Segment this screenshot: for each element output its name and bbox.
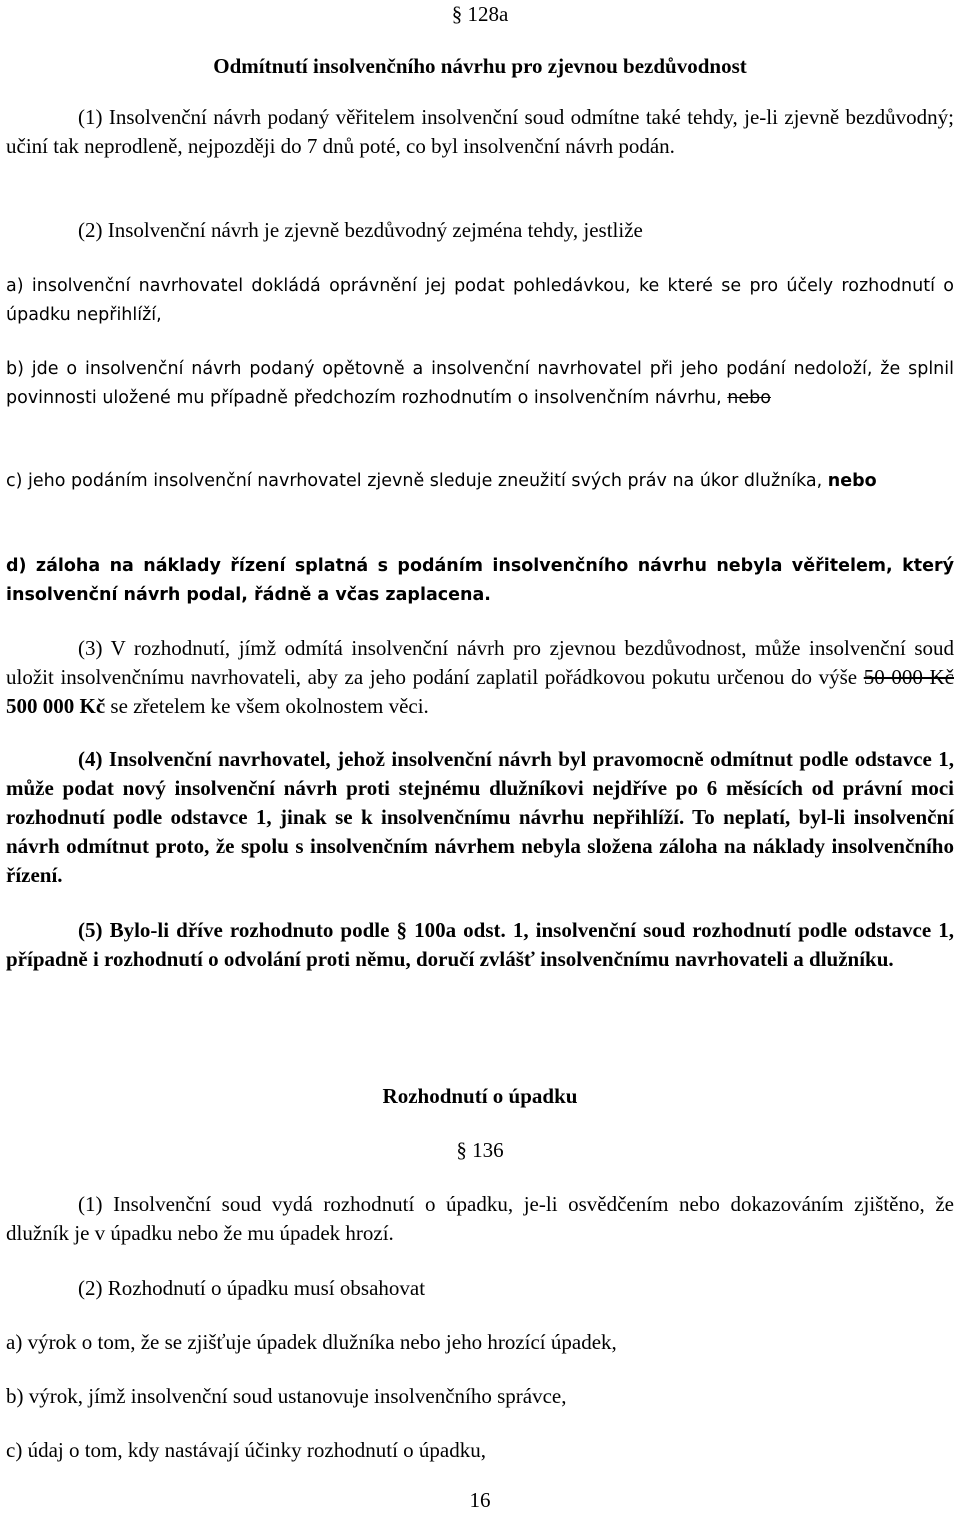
list-item-a: a) insolvenční navrhovatel dokládá oprávnění jej podat pohledávkou, ke které se pro účely rozhodnutí o úpadku nepřihlíží,	[6, 276, 954, 325]
added-text-nebo: nebo	[827, 471, 877, 491]
struck-text-nebo: nebo	[727, 388, 771, 408]
paragraph-3-start: (3) V rozhodnutí, jímž odmítá insolvenční návrh pro zjevnou bezdůvodnost, může insolvenční soud uložit insolvenčnímu navrhovateli, aby za jeho podání zaplatil pořádkovou pokutu určenou do výše	[6, 636, 954, 689]
added-amount: 500 000 Kč	[6, 694, 106, 718]
paragraph-136-1: (1) Insolvenční soud vydá rozhodnutí o úpadku, je-li osvědčením nebo dokazováním zjištěno, že dlužník je v úpadku nebo že mu úpadek hrozí.	[6, 1192, 954, 1245]
paragraph-128a-1: (1) Insolvenční návrh podaný věřitelem insolvenční soud odmítne také tehdy, je-li zjevně bezdůvodný; učiní tak neprodleně, nejpozději do 7 dnů poté, co byl insolvenční návrh podán.	[6, 105, 954, 158]
paragraph-128a-3	[6, 634, 954, 721]
section-title-rozhodnuti: Rozhodnutí o úpadku	[382, 1084, 578, 1108]
paragraph-128a-4: (4) Insolvenční navrhovatel, jehož insolvenční návrh byl pravomocně odmítnut podle odstavce 1, může podat nový insolvenční návrh proti stejnému dlužníkovi nejdříve po 6 měsících od právní moci rozhodnutí podle odstavce 1, jinak se k insolvenčnímu návrhu nepřihlíží. To neplatí, byl-li insolvenční návrh odmítnut proto, že spolu s insolvenčním návrhem nebyla složena záloha na náklady insolvenčního řízení.	[6, 747, 954, 887]
list-item-136-a: a) výrok o tom, že se zjišťuje úpadek dlužníka nebo jeho hrozící úpadek,	[6, 1330, 617, 1354]
page-number: 16	[469, 1488, 491, 1512]
section-number-136: § 136	[456, 1138, 504, 1162]
list-item-136-c: c) údaj o tom, kdy nastávají účinky rozhodnutí o úpadku,	[6, 1438, 486, 1462]
paragraph-128a-2: (2) Insolvenční návrh je zjevně bezdůvodný zejména tehdy, jestliže	[78, 218, 643, 242]
paragraph-3-end: se zřetelem ke všem okolnostem věci.	[110, 694, 429, 718]
section-title-odmitnuti: Odmítnutí insolvenčního návrhu pro zjevnou bezdůvodnost	[213, 54, 747, 78]
list-item-b	[6, 355, 954, 413]
list-item-c	[6, 467, 954, 496]
list-item-d: d) záloha na náklady řízení splatná s podáním insolvenčního návrhu nebyla věřitelem, který insolvenční návrh podal, řádně a včas zaplacena.	[6, 556, 954, 605]
list-item-c-text: c) jeho podáním insolvenční navrhovatel zjevně sleduje zneužití svých práv na úkor dlužníka,	[6, 471, 823, 491]
list-item-b-text: b) jde o insolvenční návrh podaný opětovně a insolvenční navrhovatel při jeho podání nedoloží, že splnil povinnosti uložené mu případně předchozím rozhodnutím o insolvenčním návrhu,	[6, 359, 954, 408]
struck-amount: 50 000 Kč	[863, 665, 954, 689]
paragraph-128a-5: (5) Bylo-li dříve rozhodnuto podle § 100a odst. 1, insolvenční soud rozhodnutí podle odstavce 1, případně i rozhodnutí o odvolání proti němu, doručí zvlášť insolvenčnímu navrhovateli a dlužníku.	[6, 918, 954, 971]
list-item-136-b: b) výrok, jímž insolvenční soud ustanovuje insolvenčního správce,	[6, 1384, 567, 1408]
paragraph-136-2: (2) Rozhodnutí o úpadku musí obsahovat	[78, 1276, 426, 1300]
section-number-128a: § 128a	[451, 2, 509, 26]
